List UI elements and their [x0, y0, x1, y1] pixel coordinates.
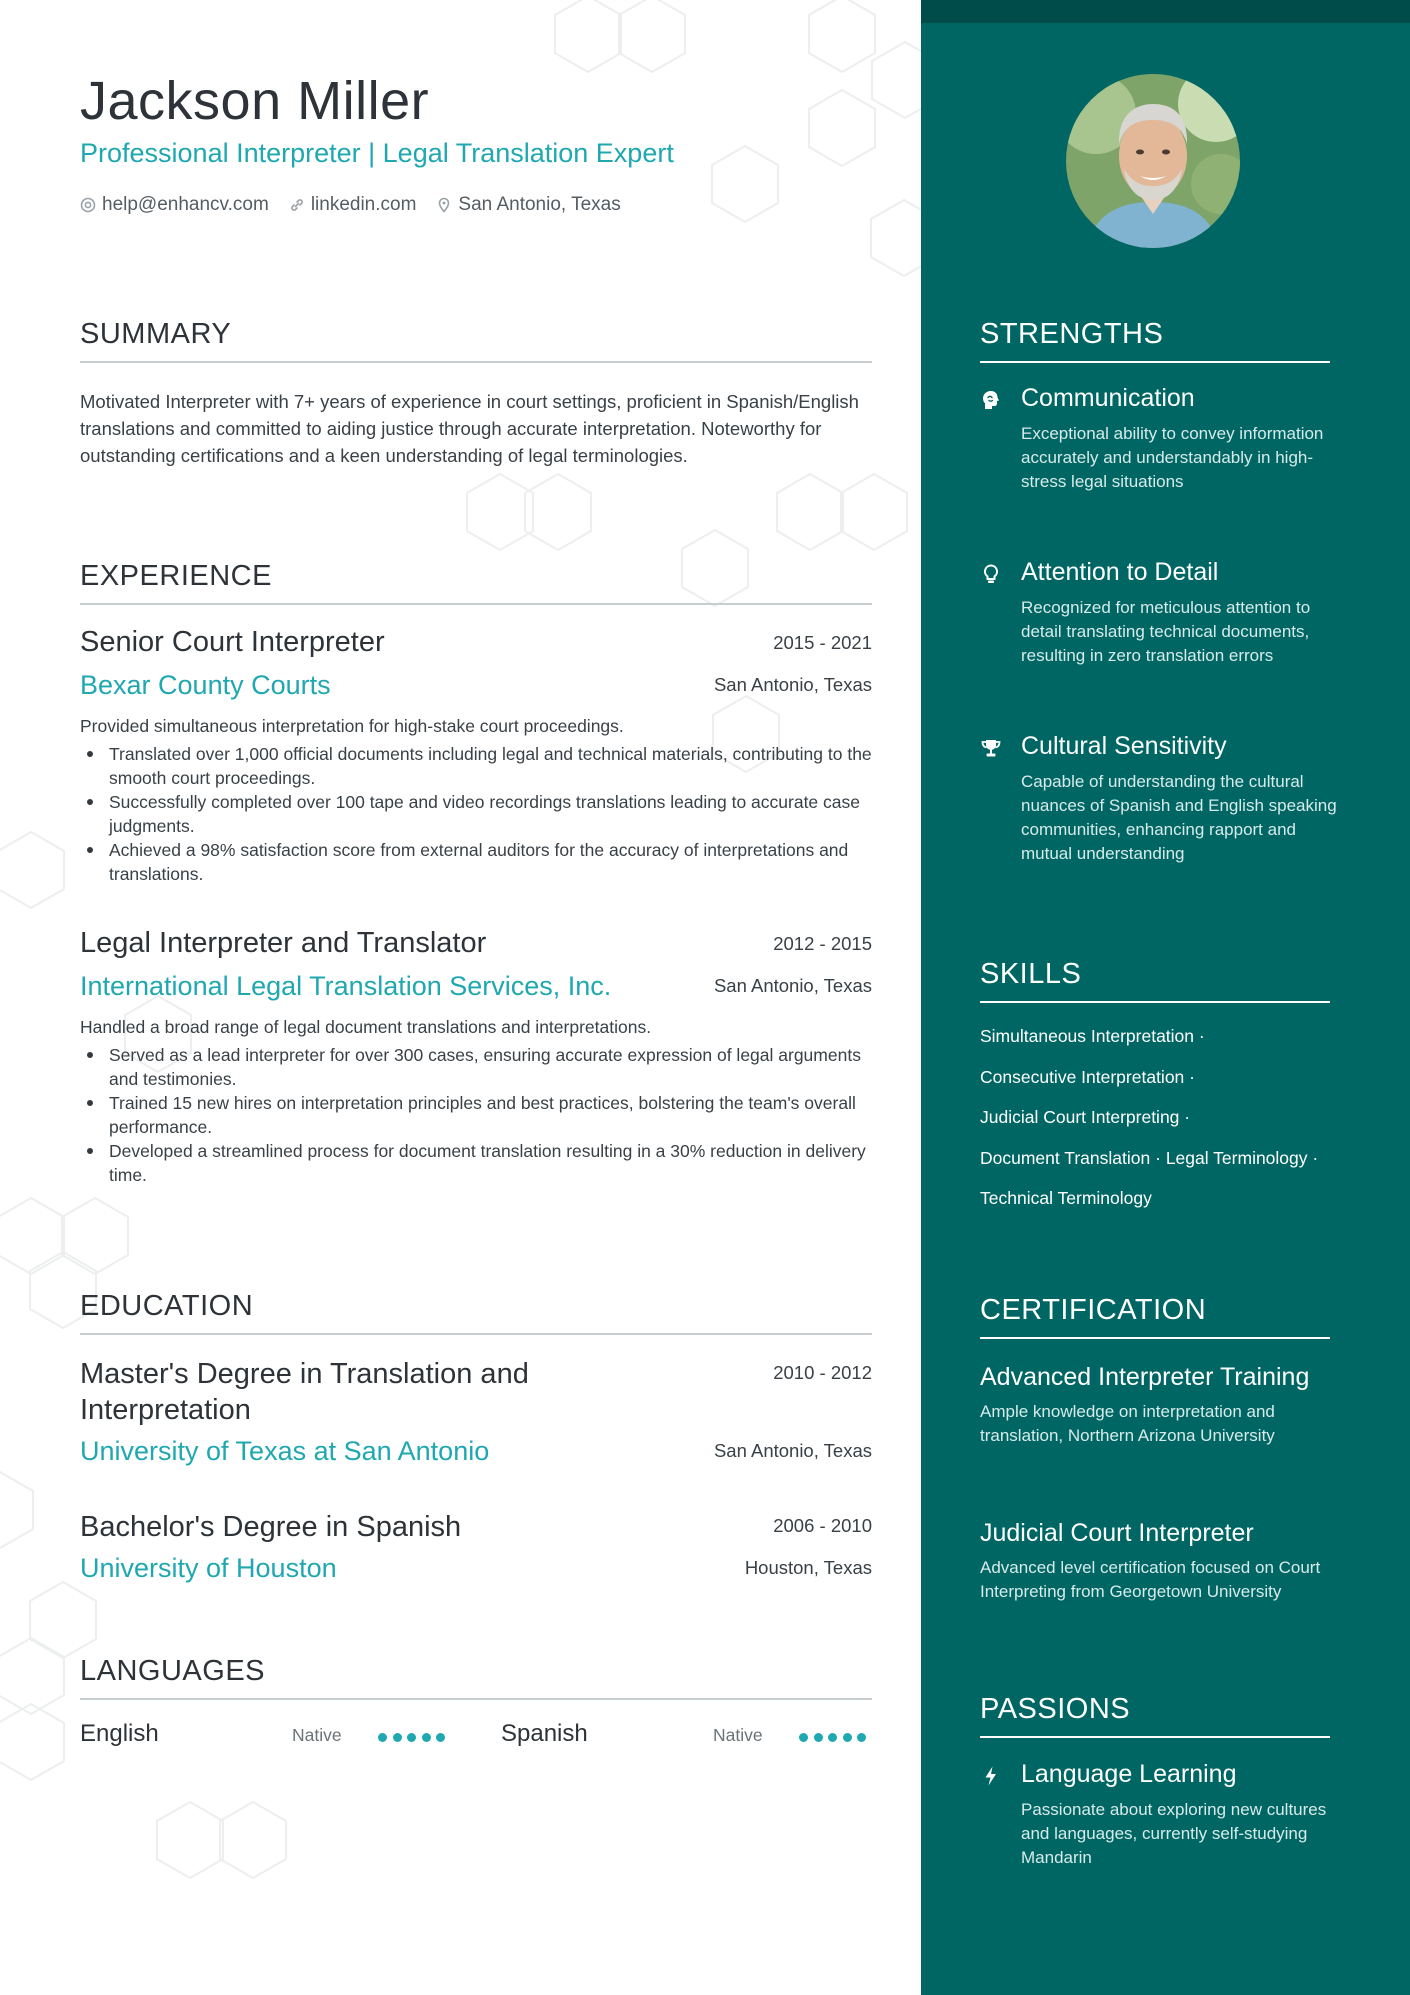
skill-tag: Document Translation: [980, 1148, 1151, 1168]
strengths-heading: STRENGTHS: [980, 318, 1330, 363]
education-date: 2006 - 2010: [773, 1515, 872, 1536]
location-pin-icon: [436, 197, 452, 213]
language-rating: [378, 1733, 445, 1742]
strength-description: Capable of understanding the cultural nuances of Spanish and English speaking communities, enhancing rapport and mutual understanding: [1021, 772, 1337, 863]
certification-description: Ample knowledge on interpretation and translation, Northern Arizona University: [980, 1402, 1275, 1445]
strength-title: Communication: [1021, 384, 1195, 412]
strength-title: Attention to Detail: [1021, 558, 1219, 586]
certification-item: [980, 1517, 1340, 1604]
job-date: 2015 - 2021: [773, 632, 872, 653]
contact-location: [436, 194, 620, 216]
skill-tag: Technical Terminology: [980, 1188, 1152, 1208]
job-entry: [80, 626, 872, 886]
language-level: Native: [292, 1725, 342, 1745]
avatar: [1066, 74, 1240, 248]
sidebar-top-bar: [921, 0, 1410, 23]
skill-line: [980, 1148, 1318, 1169]
skill-line: [980, 1067, 1195, 1088]
rating-dot: [799, 1733, 808, 1742]
link-icon: [289, 197, 305, 213]
degree-title: Bachelor's Degree in Spanish: [80, 1511, 462, 1543]
rating-dot: [436, 1733, 445, 1742]
rating-dot: [857, 1733, 866, 1742]
contact-linkedin[interactable]: [289, 194, 417, 216]
strength-description: Exceptional ability to convey information accurately and understandably in high-stress legal situations: [1021, 424, 1324, 491]
school-name: University of Houston: [80, 1553, 337, 1583]
education-entry: [80, 1356, 872, 1467]
skill-separator: ·: [1155, 1148, 1161, 1168]
certification-description: Advanced level certification focused on Court Interpreting from Georgetown University: [980, 1558, 1321, 1601]
portrait-image: [1066, 74, 1240, 248]
skill-separator: ·: [1198, 1026, 1205, 1046]
location-text: San Antonio, Texas: [458, 194, 621, 215]
passion-description: Passionate about exploring new cultures and languages, currently self-studying Mandarin: [1021, 1800, 1327, 1867]
job-entry: [80, 927, 872, 1187]
trophy-icon: [980, 737, 1002, 759]
at-icon: [80, 197, 96, 213]
skill-line: [980, 1188, 1152, 1209]
education-location: San Antonio, Texas: [713, 1440, 872, 1461]
job-date: 2012 - 2015: [773, 933, 872, 954]
rating-dot: [422, 1733, 431, 1742]
skill-separator: ·: [1312, 1148, 1319, 1168]
sidebar: [921, 0, 1410, 1995]
job-company: Bexar County Courts: [80, 670, 331, 700]
school-name: University of Texas at San Antonio: [80, 1436, 490, 1466]
job-title: Legal Interpreter and Translator: [80, 927, 487, 959]
rating-dot: [407, 1733, 416, 1742]
job-description: Handled a broad range of legal document translations and interpretations.: [80, 1017, 652, 1037]
language-item: [80, 1720, 452, 1760]
education-location: Houston, Texas: [744, 1557, 872, 1578]
job-description: Provided simultaneous interpretation for high-stake court proceedings.: [80, 716, 624, 736]
achievement-item: Successfully completed over 100 tape and video recordings translations leading to accurate case judgments.: [80, 790, 872, 838]
job-company: International Legal Translation Services, Inc.: [80, 971, 612, 1001]
degree-title: Master's Degree in Translation and Interpretation: [80, 1358, 529, 1426]
achievement-item: Trained 15 new hires on interpretation principles and best practices, bolstering the team's overall performance.: [80, 1091, 872, 1139]
rating-dot: [378, 1733, 387, 1742]
achievement-item: Served as a lead interpreter for over 300 cases, ensuring accurate expression of legal arguments and testimonies.: [80, 1043, 872, 1091]
achievement-item: Translated over 1,000 official documents including legal and technical materials, contributing to the smooth court proceedings.: [80, 742, 872, 790]
summary-text: Motivated Interpreter with 7+ years of experience in court settings, proficient in Spanish/English translations and committed to aiding justice through accurate interpretation. Noteworthy for outstanding certifications and a keen understanding of legal terminologies.: [80, 391, 859, 466]
rating-dot: [393, 1733, 402, 1742]
brain-icon: [980, 389, 1002, 411]
job-location: San Antonio, Texas: [713, 674, 872, 695]
lightning-icon: [980, 1765, 1002, 1787]
skill-separator: ·: [1184, 1107, 1191, 1127]
language-name: English: [80, 1720, 159, 1747]
skills-heading: SKILLS: [980, 958, 1330, 1003]
passion-item: [980, 1760, 1340, 1870]
contact-row: [80, 194, 621, 216]
languages-heading: LANGUAGES: [80, 1655, 872, 1700]
job-achievements: [80, 742, 872, 886]
rating-dot: [814, 1733, 823, 1742]
strength-item: [980, 384, 1340, 494]
linkedin-text: linkedin.com: [310, 194, 417, 215]
contact-email[interactable]: [80, 194, 269, 216]
email-text: help@enhancv.com: [102, 194, 269, 215]
education-heading: EDUCATION: [80, 1290, 872, 1335]
strength-item: [980, 558, 1340, 668]
language-item: [501, 1720, 873, 1760]
strength-title: Cultural Sensitivity: [1021, 732, 1227, 760]
skill-tag: Legal Terminology: [1165, 1148, 1308, 1168]
skill-line: [980, 1107, 1190, 1128]
headline: Professional Interpreter | Legal Translation Expert: [80, 138, 674, 168]
languages-list: [80, 1720, 872, 1760]
achievement-item: Developed a streamlined process for document translation resulting in a 30% reduction in delivery time.: [80, 1139, 872, 1187]
passion-title: Language Learning: [1021, 1760, 1237, 1788]
skill-tag: Consecutive Interpretation: [980, 1067, 1185, 1087]
rating-dot: [843, 1733, 852, 1742]
education-entry: [80, 1509, 872, 1584]
job-achievements: [80, 1043, 872, 1187]
rating-dot: [828, 1733, 837, 1742]
language-level: Native: [713, 1725, 763, 1745]
certification-item: [980, 1361, 1340, 1448]
skill-tag: Judicial Court Interpreting: [980, 1107, 1180, 1127]
job-title: Senior Court Interpreter: [80, 626, 385, 658]
language-name: Spanish: [501, 1720, 588, 1747]
experience-heading: EXPERIENCE: [80, 560, 872, 605]
language-rating: [799, 1733, 866, 1742]
skill-line: [980, 1026, 1205, 1047]
achievement-item: Achieved a 98% satisfaction score from external auditors for the accuracy of interpretations and translations.: [80, 838, 872, 886]
job-location: San Antonio, Texas: [713, 975, 872, 996]
certification-title: Advanced Interpreter Training: [980, 1363, 1310, 1391]
certification-title: Judicial Court Interpreter: [980, 1519, 1254, 1547]
certification-heading: CERTIFICATION: [980, 1294, 1330, 1339]
education-date: 2010 - 2012: [773, 1362, 872, 1383]
skill-separator: ·: [1189, 1067, 1195, 1087]
skill-tag: Simultaneous Interpretation: [980, 1026, 1195, 1046]
strength-item: [980, 732, 1340, 866]
strength-description: Recognized for meticulous attention to detail translating technical documents, resulting in zero translation errors: [1021, 598, 1311, 665]
lightbulb-icon: [980, 563, 1002, 585]
summary-heading: SUMMARY: [80, 318, 872, 363]
candidate-name: Jackson Miller: [80, 71, 430, 131]
passions-heading: PASSIONS: [980, 1693, 1330, 1738]
